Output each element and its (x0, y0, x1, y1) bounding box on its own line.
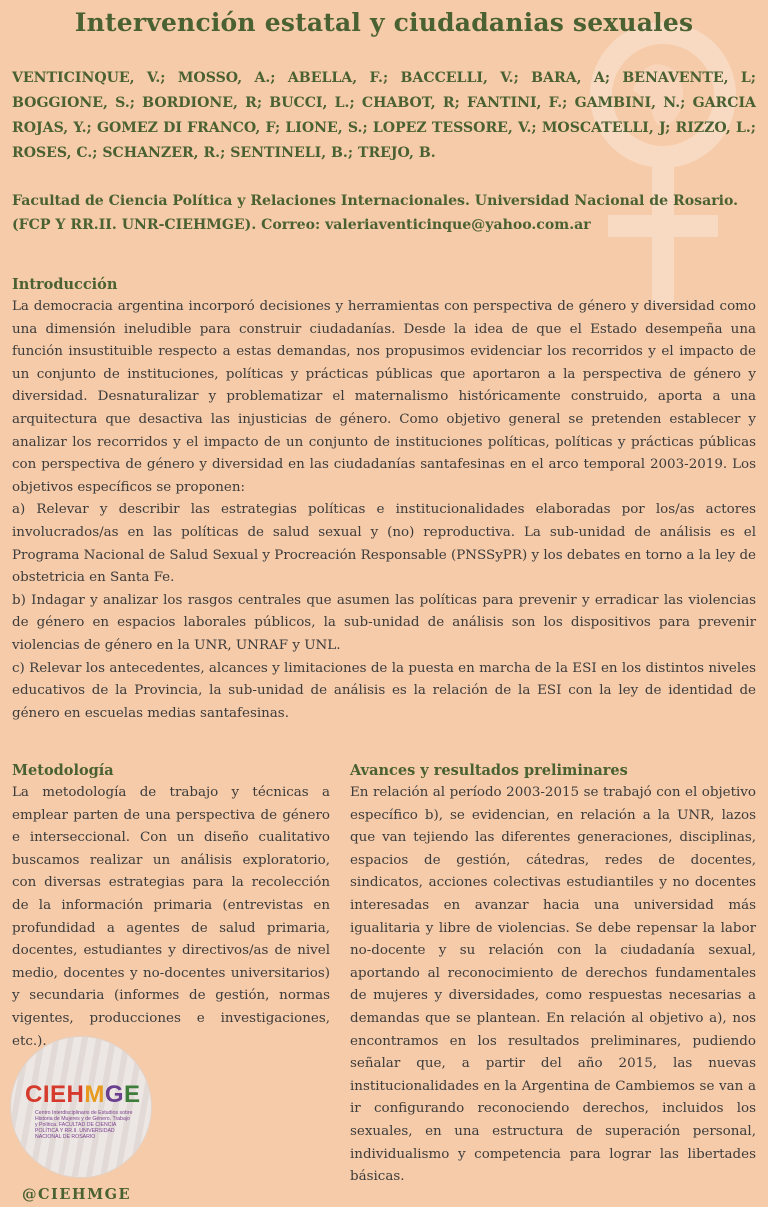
authors-list: VENTICINQUE, V.; MOSSO, A.; ABELLA, F.; BACCELLI, V.; BARA, A; BENAVENTE, L; BOGGIONE, S.; BORDIONE, R; BUCCI, L.; CHABOT, R; FANTINI, F.; GAMBINI, N.; GARCIA ROJAS, Y.; GOMEZ DI FRANCO, F; LIONE, S.; LOPEZ TESSORE, V.; MOSCATELLI, J; RIZZO, L.; ROSES, C.; SCHANZER, R.; SENTINELI, B.; TREJO, B. (12, 70, 756, 161)
affiliation: Facultad de Ciencia Política y Relaciones Internacionales. Universidad Nacional de Rosario. (FCP Y RR.II. UNR-CIEHMGE). Correo: valeriaventicinque@yahoo.com.ar (12, 193, 739, 233)
intro-body (12, 296, 756, 725)
methodology-heading: Metodología (12, 762, 114, 779)
results-body: En relación al período 2003-2015 se trabajó con el objetivo específico b), se evidencian, en relación a la UNR, lazos que van tejiendo las diferentes generaciones, disciplinas, espacios de gestión, cátedras, redes de docentes, sindicatos, acciones colectivas estudiantiles y no docentes interesadas en avanzar hacia una universidad más igualitaria y libre de violencias. Se debe repensar la labor no-docente y su relación con la ciudadanía sexual, aportando al reconocimiento de derechos fundamentales de mujeres y diversidades, como respuestas necesarias a demandas que se plantean. En relación al objetivo a), nos encontramos en los resultados preliminares, pudiendo señalar que, a partir del año 2015, las nuevas institucionalidades en la Argentina de Cambiemos se van a ir configurando reconociendo derechos, incluidos los sexuales, en una estructura de superación personal, individualismo y competencia para lograr las libertades básicas. (350, 785, 756, 1185)
objective-b: b) Indagar y analizar los rasgos centrales que asumen las políticas para prevenir y erradicar las violencias de género en espacios laborales públicos, la sub-unidad de análisis son los dispositivos para prevenir violencias de género en la UNR, UNRAF y UNL. (12, 592, 756, 653)
objective-a: a) Relevar y describir las estrategias políticas e institucionalidades elaboradas por los/as actores involucrados/as en las políticas de salud sexual y (no) reproductiva. La sub-unidad de análisis es el Programa Nacional de Salud Sexual y Procreación Responsable (PNSSyPR) y los debates en torno a la ley de obstetricia en Santa Fe. (12, 502, 756, 586)
intro-paragraph: La democracia argentina incorporó decisiones y herramientas con perspectiva de género y diversidad como una dimensión ineludible para construir ciudadanías. Desde la idea de que el Estado desempeña una función insustituible respecto a estas demandas, nos propusimos evidenciar los recorridos y el impacto de un conjunto de instituciones, políticas y prácticas públicas que aportaron a la perspectiva de género y diversidad. Desnaturalizar y problematizar el maternalismo históricamente construido, aporta a una arquitectura que desactiva las injusticias de género. Como objetivo general se pretenden establecer y analizar los recorridos y el impacto de un conjunto de instituciones políticas, políticas y prácticas públicas con perspectiva de género y diversidad en las ciudadanías santafesinas en el arco temporal 2003-2019. Los objetivos específicos se proponen: (12, 299, 756, 495)
methodology-body: La metodología de trabajo y técnicas a emplear parten de una perspectiva de género e interseccional. Con un diseño cualitativo buscamos realizar un análisis exploratorio, con diversas estrategias para la recolección de la información primaria (entrevistas en profundidad a agentes de salud primaria, docentes, estudiantes y directivos/as de nivel medio, docentes y no-docentes universitarios) y secundaria (informes de gestión, normas vigentes, producciones e investigaciones, (12, 785, 330, 1026)
intro-heading: Introducción (12, 276, 118, 293)
ciehmge-logo (10, 1036, 152, 1178)
results-heading: Avances y resultados preliminares (350, 762, 628, 779)
social-handle: @CIEHMGE (22, 1186, 132, 1203)
intro-section (12, 274, 756, 725)
objective-c: c) Relevar los antecedentes, alcances y limitaciones de la puesta en marcha de la ESI en los distintos niveles educativos de la Provincia, la sub-unidad de análisis es la relación de la ESI con la ley de identidad de género en escuelas medias santafesinas. (12, 660, 756, 721)
logo-subtitle: Centro Interdisciplinario de Estudios sobre Historia de Mujeres y de Género. Trabajo y Política. FACULTAD DE CIENCIA POLÍTICA Y RR.II. UNIVERSIDAD NACIONAL DE ROSARIO (35, 1110, 133, 1140)
page-title: Intervención estatal y ciudadanias sexuales (74, 8, 694, 37)
methodology-section (12, 760, 330, 1053)
logo-wordmark: CIEHMGE (25, 1081, 141, 1108)
results-section (350, 760, 756, 1189)
